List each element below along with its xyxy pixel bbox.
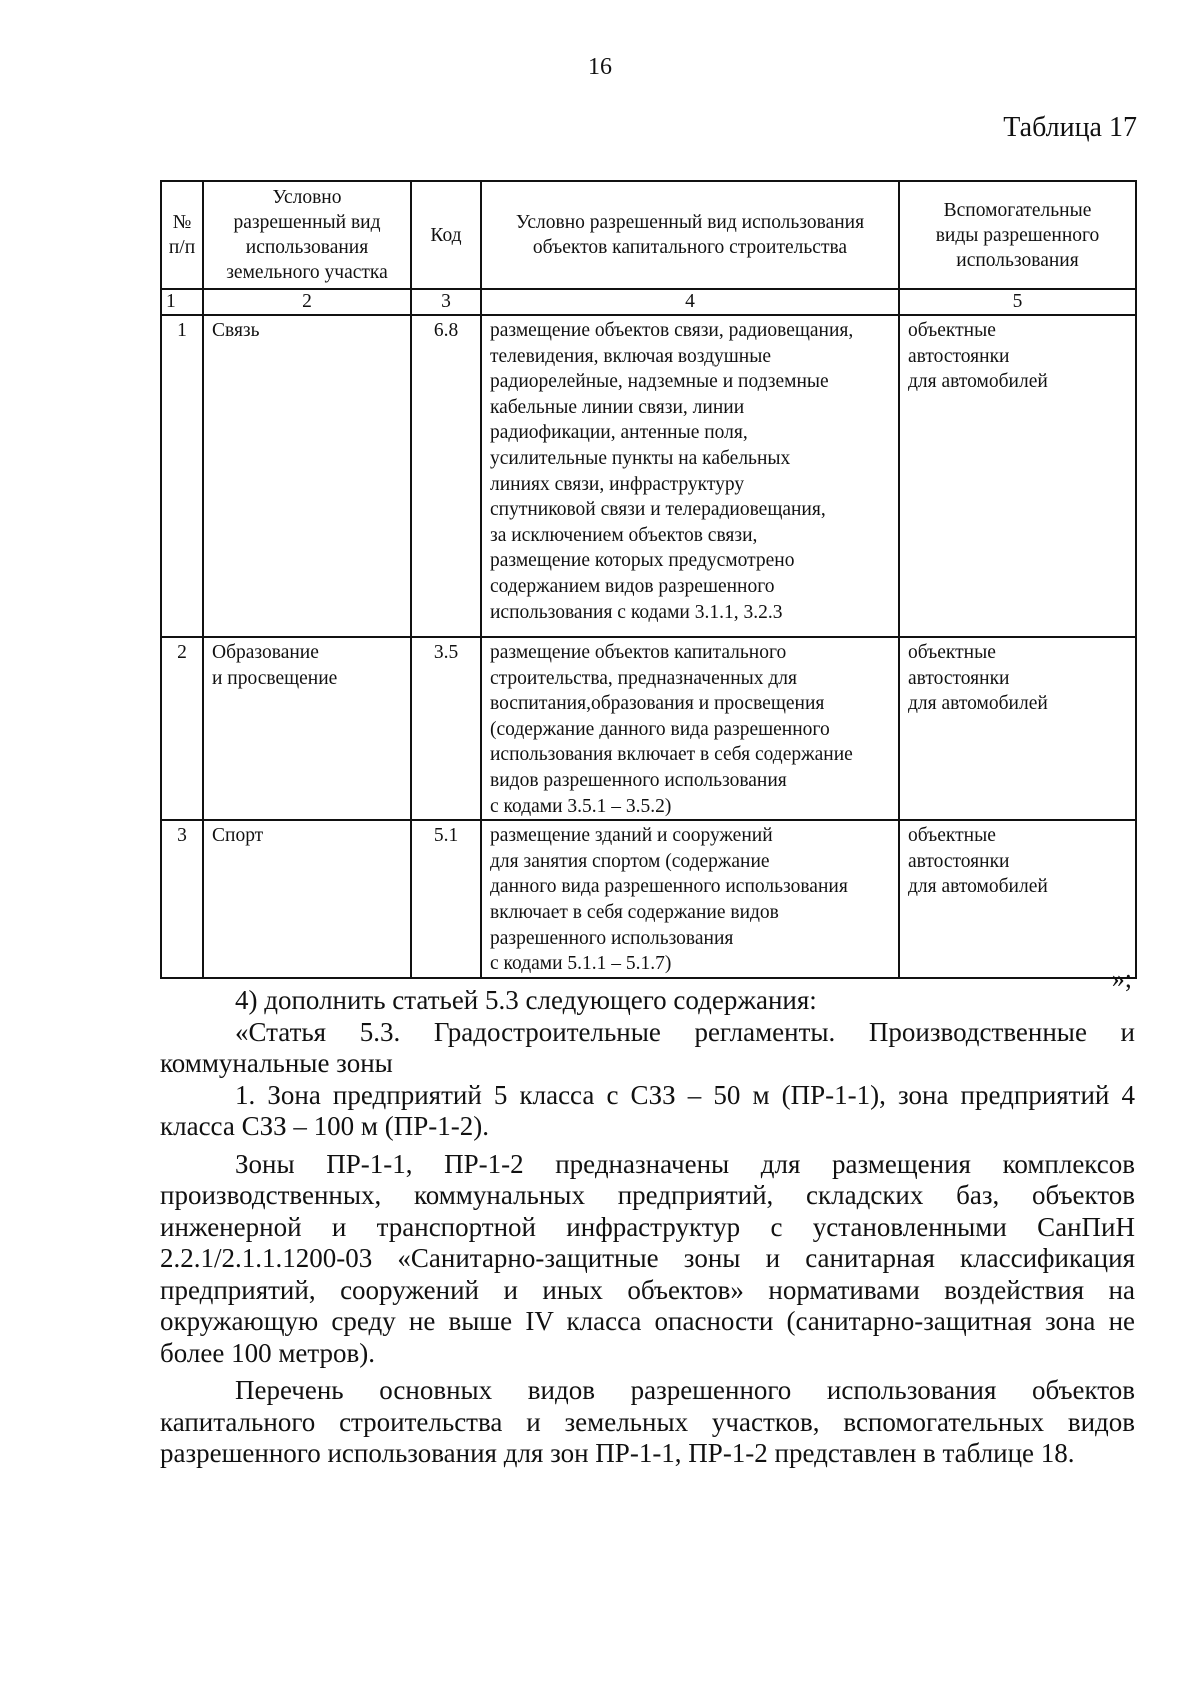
header-row bbox=[161, 181, 1136, 289]
row-num: 1 bbox=[161, 315, 203, 637]
row-code: 3.5 bbox=[411, 637, 481, 820]
page-number: 16 bbox=[588, 54, 612, 80]
row-land-use: Образование и просвещение bbox=[203, 637, 411, 820]
row-land-use: Связь bbox=[203, 315, 411, 637]
row-capital-use: размещение объектов связи, радиовещания, телевидения, включая воздушные радиорелейные, надземные и подземные кабельные линии связи, линии радиофикации, антенные поля, усилительные пункты на кабельных линиях связи, инфраструктуру спутниковой связи и телерадиовещания, за исключением объектов связи, размещение которых предусмотрено содержанием видов разрешенного использования с кодами 3.1.1, 3.2.3 bbox=[481, 315, 899, 637]
column-number-row bbox=[161, 289, 1136, 315]
table-label: Таблица 17 bbox=[1003, 112, 1137, 143]
row-num: 3 bbox=[161, 820, 203, 978]
row-capital-use: размещение объектов капитального строительства, предназначенных для воспитания,образования и просвещения (содержание данного вида разрешенного использования включает в себя содержание видов разрешенного использования с кодами 3.5.1 – 3.5.2) bbox=[481, 637, 899, 820]
row-auxiliary-use: объектные автостоянки для автомобилей bbox=[899, 315, 1136, 637]
paragraph-zone-definition: 1. Зона предприятий 5 класса с СЗЗ – 50 м (ПР-1-1), зона предприятий 4 класса СЗЗ – 100 м (ПР-1-2). bbox=[160, 1079, 1135, 1141]
paragraph-list-reference: Перечень основных видов разрешенного использования объектов капитального строительства и земельных участков, вспомогательных видов разрешенного использования для зон ПР-1-1, ПР-1-2 представлен в таблице 18. bbox=[160, 1375, 1135, 1468]
header-auxiliary-use: Вспомогательные виды разрешенного использования bbox=[899, 181, 1136, 289]
column-number: 4 bbox=[481, 289, 899, 315]
header-num: № п/п bbox=[161, 181, 203, 289]
row-auxiliary-use: объектные автостоянки для автомобилей bbox=[899, 637, 1136, 820]
row-code: 6.8 bbox=[411, 315, 481, 637]
paragraph-article-title: «Статья 5.3. Градостроительные регламенты. Производственные и коммунальные зоны bbox=[160, 1016, 1135, 1078]
column-number: 3 bbox=[411, 289, 481, 315]
column-number: 1 bbox=[161, 289, 203, 315]
column-number: 2 bbox=[203, 289, 411, 315]
header-land-use: Условно разрешенный вид использования земельного участка bbox=[203, 181, 411, 289]
paragraph-amendment: 4) дополнить статьей 5.3 следующего содержания: bbox=[235, 985, 817, 1015]
column-number: 5 bbox=[899, 289, 1136, 315]
header-capital-use: Условно разрешенный вид использования объектов капитального строительства bbox=[481, 181, 899, 289]
table-row bbox=[161, 820, 1136, 978]
row-auxiliary-use: объектные автостоянки для автомобилей bbox=[899, 820, 1136, 978]
table-row bbox=[161, 637, 1136, 820]
table-row bbox=[161, 315, 1136, 637]
closing-quote: »; bbox=[1111, 964, 1132, 993]
row-land-use: Спорт bbox=[203, 820, 411, 978]
paragraph-zone-purpose: Зоны ПР-1-1, ПР-1-2 предназначены для размещения комплексов производственных, коммунальных предприятий, складских баз, объектов инженерной и транспортной инфраструктур с установленными СанПиН 2.2.1/2.1.1.1200-03 «Санитарно-защитные зоны и санитарная классификация предприятий, сооружений и иных объектов» нормативами воздействия на окружающую среду не выше IV класса опасности (санитарно-защитная зона не более 100 метров). bbox=[160, 1148, 1135, 1368]
land-use-table bbox=[160, 180, 1137, 979]
row-capital-use: размещение зданий и сооружений для занятия спортом (содержание данного вида разрешенного использования включает в себя содержание видов разрешенного использования с кодами 5.1.1 – 5.1.7) bbox=[481, 820, 899, 978]
row-code: 5.1 bbox=[411, 820, 481, 978]
body-text bbox=[160, 985, 1135, 1470]
header-code: Код bbox=[411, 181, 481, 289]
row-num: 2 bbox=[161, 637, 203, 820]
